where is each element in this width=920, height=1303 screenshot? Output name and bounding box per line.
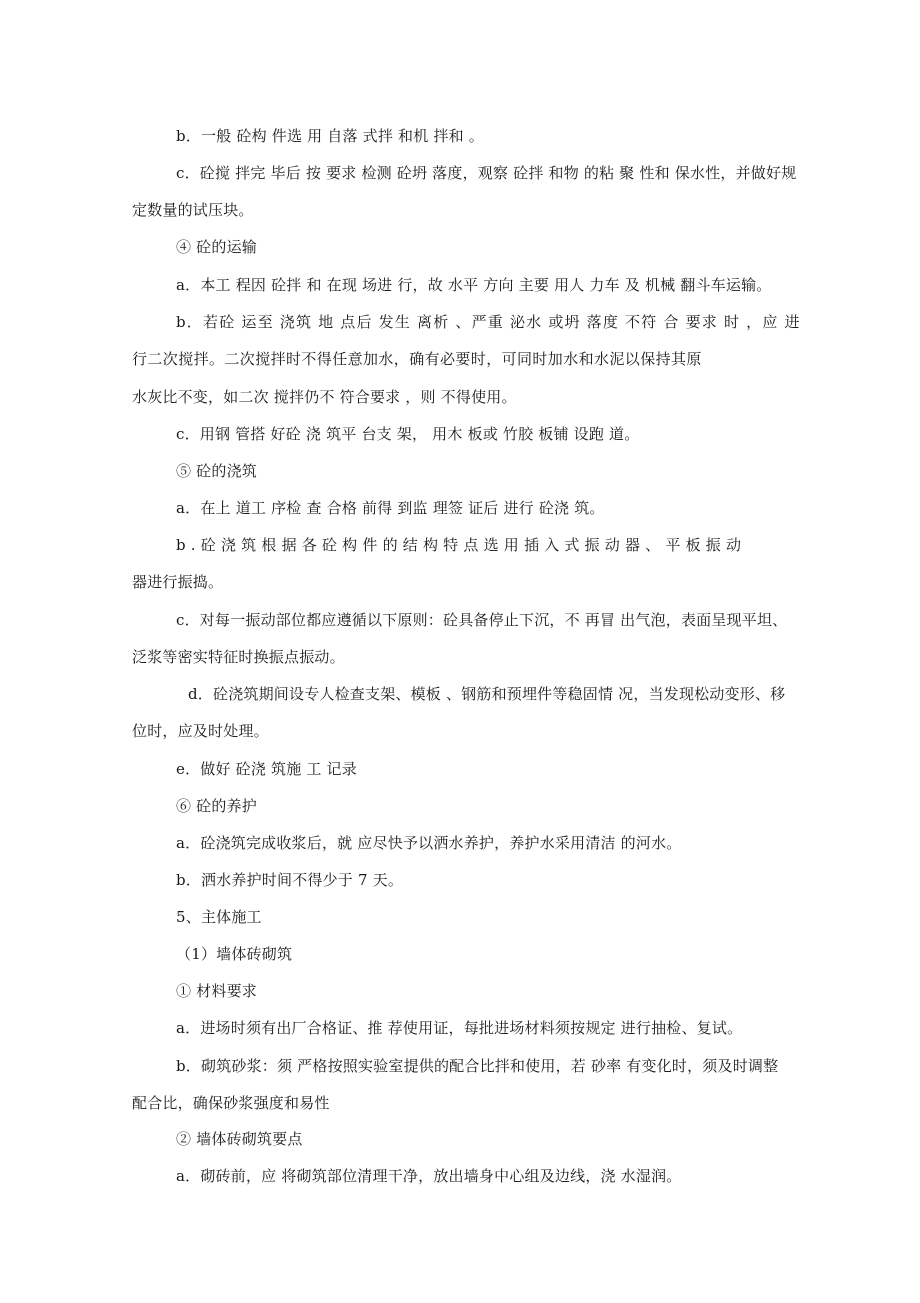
text-line: 配合比，确保砂浆强度和易性 [132, 1094, 330, 1112]
text-line: b．洒水养护时间不得少于 7 天。 [176, 871, 404, 889]
text-line: 器进行振捣。 [132, 573, 224, 591]
text-line: 泛浆等密实特征时换振点振动。 [132, 648, 345, 666]
text-line: 位时，应及时处理。 [132, 722, 269, 740]
text-line: a．砼浇筑完成收浆后，就 应尽快予以洒水养护，养护水采用清洁 的河水。 [176, 834, 682, 852]
text-line: a．砌砖前，应 将砌筑部位清理干净，放出墙身中心组及边线，浇 水湿润。 [176, 1167, 682, 1185]
text-line: b.砼浇筑根据各砼构件的结构特点选用插入式振动器、平板振动 [176, 536, 747, 554]
text-line: b．若砼 运至 浇筑 地 点后 发生 离析 、严重 泌水 或坍 落度 不符 合 要求 时 ，应 进 [176, 313, 801, 331]
text-line: ② 墙体砖砌筑要点 [176, 1130, 303, 1148]
text-line: a．在上 道工 序检 查 合格 前得 到监 理签 证后 进行 砼浇 筑。 [176, 499, 605, 517]
text-line: ① 材料要求 [176, 982, 257, 1000]
text-line: d．砼浇筑期间设专人检查支架、模板 、钢筋和预埋件等稳固情 况，当发现松动变形、移 [188, 685, 786, 703]
text-line: c．对每一振动部位都应遵循以下原则：砼具备停止下沉，不 再冒 出气泡，表面呈现平坦、 [176, 611, 788, 629]
text-line: b．一般 砼构 件选 用 自落 式拌 和机 拌和 。 [176, 127, 484, 145]
text-line: 水灰比不变，如二次 搅拌仍不 符合要求 ，则 不得使用。 [132, 388, 517, 406]
text-line: e．做好 砼浇 筑施 工 记录 [176, 760, 357, 778]
text-line: a．进场时须有出厂合格证、推 荐使用证，每批进场材料须按规定 进行抽检、复试。 [176, 1019, 743, 1037]
text-line: c．用钢 管搭 好砼 浇 筑平 台支 架， 用木 板或 竹胶 板铺 设跑 道。 [176, 425, 640, 443]
text-line: ④ 砼的运输 [176, 238, 257, 256]
text-line: （1）墙体砖砌筑 [176, 945, 293, 963]
text-line: ⑥ 砼的养护 [176, 797, 257, 815]
text-line: 定数量的试压块。 [132, 201, 254, 219]
text-line: 行二次搅拌。二次搅拌时不得任意加水，确有必要时，可同时加水和水泥以保持其原 [132, 350, 702, 368]
text-line: 5、主体施工 [176, 908, 262, 926]
text-line: a．本工 程因 砼拌 和 在现 场进 行，故 水平 方向 主要 用人 力车 及 机械 翻斗车运输。 [176, 276, 772, 294]
text-line: c．砼搅 拌完 毕后 按 要求 检测 砼坍 落度，观察 砼拌 和物 的粘 聚 性和 保水性，并做好规 [176, 164, 797, 182]
text-line: ⑤ 砼的浇筑 [176, 462, 257, 480]
text-line: b．砌筑砂浆：须 严格按照实验室提供的配合比拌和使用，若 砂率 有变化时，须及时调整 [176, 1057, 779, 1075]
